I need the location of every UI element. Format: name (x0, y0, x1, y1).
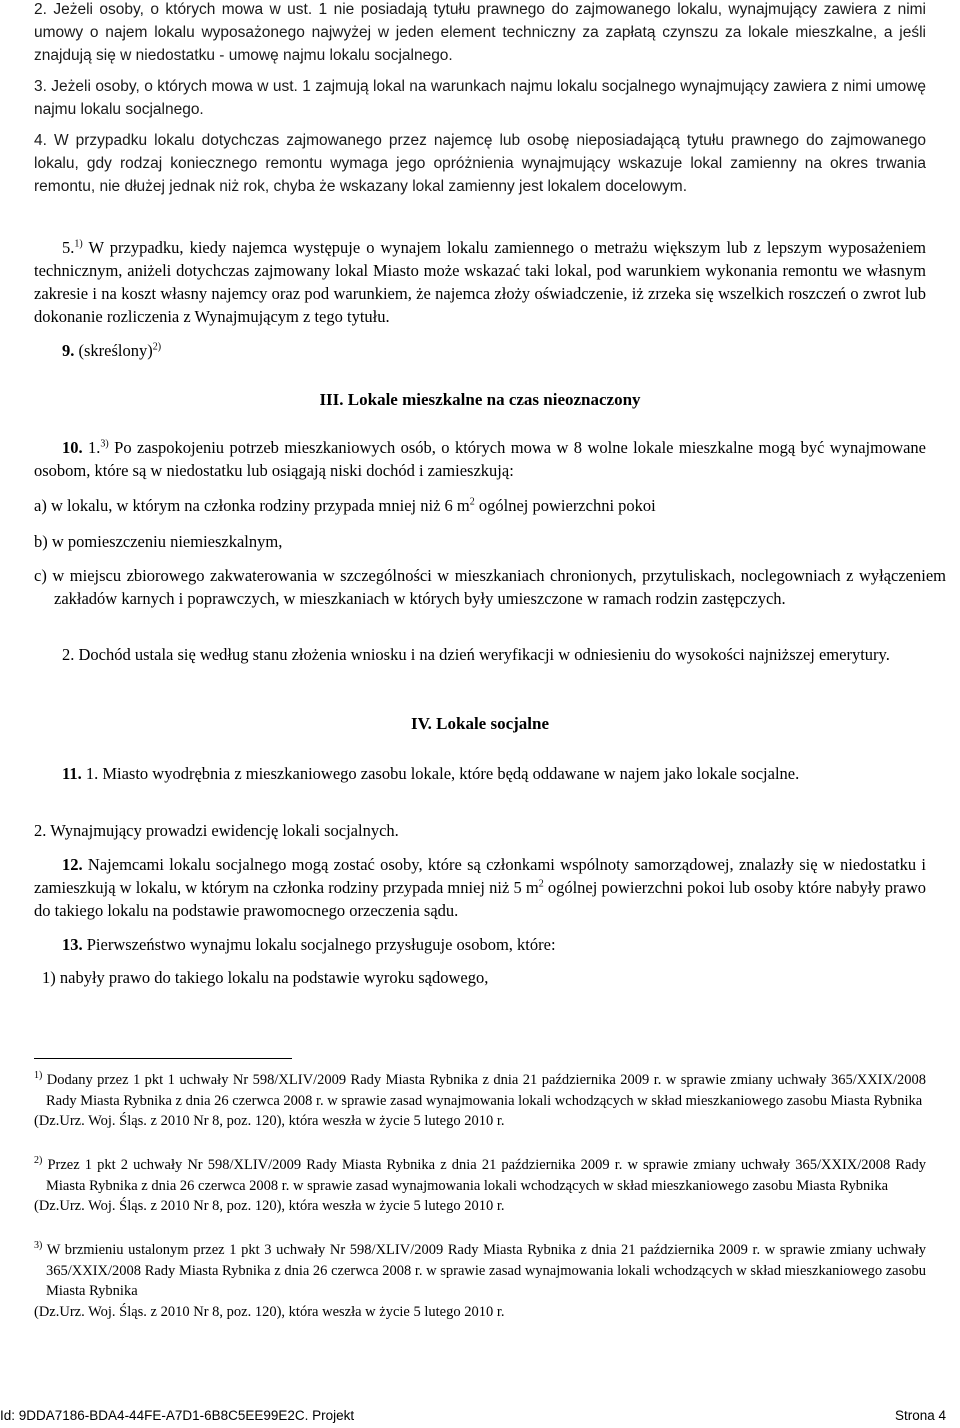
page-footer (0, 1408, 960, 1428)
paragraph-13-item-1: 1) nabyły prawo do takiego lokalu na podstawie wyroku sądowego, (42, 968, 489, 987)
document-id: Id: 9DDA7186-BDA4-44FE-A7D1-6B8C5EE99E2C. Projekt (0, 1408, 355, 1423)
list-item-a: a) w lokalu, w którym na członka rodziny przypada mniej niż 6 $m^2$ ogólnej powierzchni pokoi (34, 496, 656, 515)
paragraph-9: 9. (skreślony)$^{2)}$ (62, 341, 162, 360)
paragraph-8-5: 5.$^{1)}$ W przypadku, kiedy najemca występuje o wynajem lokalu zamiennego o metrażu większym lub z lepszym wyposażeniem technicznym, aniżeli dotychczas zajmowany lokal Miasto może wskazać taki lokal, pod warunkiem wykonania remontu we własnym zakresie i na koszt własny najemcy oraz pod warunkiem, że najemca złoży oświadczenie, iż zrzeka się wszelkich roszczeń o zwrot lub dokonanie rozliczenia z Wynajmującym z tego tytułu. (34, 238, 926, 326)
section-4-heading: IV. Lokale socjalne (410, 714, 550, 733)
paragraph-13: 13. Pierwszeństwo wynajmu lokalu socjalnego przysługuje osobom, które: (62, 935, 556, 954)
paragraph-11-2: 2. Wynajmujący prowadzi ewidencję lokali socjalnych. (34, 821, 399, 840)
paragraph-10-2: 2. Dochód ustala się według stanu złożenia wniosku i na dzień weryfikacji w odniesieniu do wysokości najniższej emerytury. (62, 645, 890, 664)
footnote-1: $^{1)}$ Dodany przez 1 pkt 1 uchwały Nr 598/XLIV/2009 Rady Miasta Rybnika z dnia 21 października 2009 r. w sprawie zmiany uchwały 365/XXIX/2008 Rady Miasta Rybnika z dnia 26 czerwca 2008 r. w sprawie zasad wynajmowania lokali wchodzących w skład mieszkaniowego zasobu Miasta Rybnika (Dz.Urz. Woj. Śląs. z 2010 Nr 8, poz. 120), która weszła w życie 5 lutego 2010 r. (34, 1070, 926, 1129)
list-item-b: b) w pomieszczeniu niemieszkalnym, (34, 532, 283, 551)
footnote-3: $^{3)}$ W brzmieniu ustalonym przez 1 pkt 3 uchwały Nr 598/XLIV/2009 Rady Miasta Rybnika z dnia 21 października 2009 r. w sprawie zmiany uchwały 365/XXIX/2008 Rady Miasta Rybnika z dnia 26 czerwca 2008 r. w sprawie zasad wynajmowania lokali wchodzących w skład mieszkaniowego zasobu Miasta Rybnika (Dz.Urz. Woj. Śląs. z 2010 Nr 8, poz. 120), która weszła w życie 5 lutego 2010 r. (34, 1240, 926, 1320)
paragraph-8-4: 4. W przypadku lokalu dotychczas zajmowanego przez najemcę lub osobę nieposiadającą tytułu prawnego do zajmowanego lokalu, gdy rodzaj koniecznego remontu wymaga jego opróżnienia wynajmujący wskazuje lokal zamienny na okres trwania remontu, nie dłużej jednak niż rok, chyba że wskazany lokal zamienny jest lokalem docelowym. (34, 132, 926, 195)
footnote-2: $^{2)}$ Przez 1 pkt 2 uchwały Nr 598/XLIV/2009 Rady Miasta Rybnika z dnia 21 października 2009 r. w sprawie zmiany uchwały 365/XXIX/2008 Rady Miasta Rybnika z dnia 26 czerwca 2008 r. w sprawie zasad wynajmowania lokali wchodzących w skład mieszkaniowego zasobu Miasta Rybnika (Dz.Urz. Woj. Śląs. z 2010 Nr 8, poz. 120), która weszła w życie 5 lutego 2010 r. (34, 1155, 926, 1214)
paragraph-8-3: 3. Jeżeli osoby, o których mowa w ust. 1 zajmują lokal na warunkach najmu lokalu socjalnego wynajmujący zawiera z nimi umowę najmu lokalu socjalnego. (34, 78, 926, 118)
paragraph-11-1: 11. 1. Miasto wyodrębnia z mieszkaniowego zasobu lokale, które będą oddawane w najem jako lokale socjalne. (62, 764, 800, 783)
section-3-heading: III. Lokale mieszkalne na czas nieoznaczony (319, 390, 641, 409)
paragraph-12: 12. Najemcami lokalu socjalnego mogą zostać osoby, które są członkami wspólnoty samorządowej, znalazły się w niedostatku i zamieszkują w lokalu, w którym na członka rodziny przypada mniej niż 5 $m^2$ ogólnej powierzchni pokoi lub osoby które nabyły prawo do takiego lokalu na podstawie prawomocnego orzeczenia sądu. (34, 855, 926, 920)
paragraph-10-1: 10. 1.$^{3)}$ Po zaspokojeniu potrzeb mieszkaniowych osób, o których mowa w 8 wolne lokale mieszkalne mogą być wynajmowane osobom, które są w niedostatku lub osiągają niski dochód i zamieszkują: (34, 438, 927, 480)
page-number: Strona 4 (894, 1408, 946, 1423)
footnote-separator (34, 1058, 292, 1059)
paragraph-8-2: 2. Jeżeli osoby, o których mowa w ust. 1 nie posiadają tytułu prawnego do zajmowanego lokalu, wynajmujący zawiera z nimi umowy o najem lokalu wyposażonego najwyżej w jeden element techniczny za zapłatą czynszu za lokale mieszkalne, a jeśli znajdują się w niedostatku - umowę najmu lokalu socjalnego. (34, 1, 926, 64)
list-item-c: c) w miejscu zbiorowego zakwaterowania w szczególności w mieszkaniach chronionych, przytuliskach, noclegowniach z wyłączeniem zakładów karnych i poprawczych, w mieszkaniach w których były umieszczone w ramach rodzin zastępczych. (34, 566, 946, 608)
